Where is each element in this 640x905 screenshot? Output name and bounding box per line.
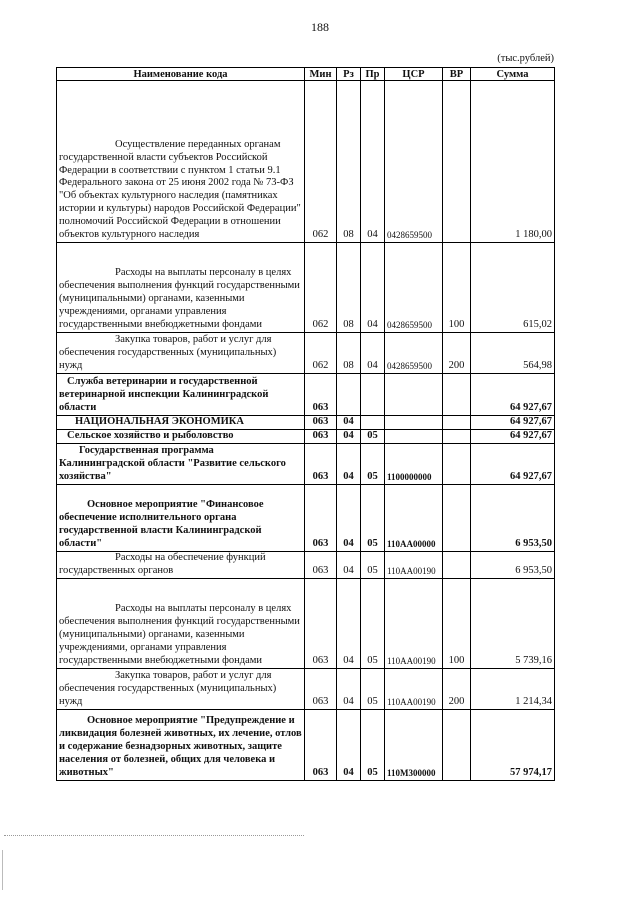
table-row [57, 243, 555, 333]
row-vr: 100 [443, 578, 471, 668]
row-sum: 1 180,00 [471, 81, 555, 243]
row-csr: 110М300000 [385, 709, 443, 780]
row-vr [443, 484, 471, 551]
row-name [57, 551, 305, 578]
row-name [57, 443, 305, 484]
table-row [57, 578, 555, 668]
row-vr [443, 709, 471, 780]
row-csr [385, 429, 443, 443]
row-rz: 08 [337, 333, 361, 374]
row-pr: 04 [361, 243, 385, 333]
row-sum: 1 214,34 [471, 668, 555, 709]
header-rz: Рз [337, 68, 361, 81]
row-name-rest: государственной власти субъектов Российской Федерации в соответствии с пунктом 1 статьи 9.1 Федерального закона от 25 июня 2002 года № 73-ФЗ "Об объектах культурного наследия (памятниках истории и культуры) народов Российской Федерации" полномочий Российской Федерации в отношении объектов культурного наследия [59, 151, 301, 241]
row-sum: 64 927,67 [471, 374, 555, 416]
row-csr: 0428659500 [385, 243, 443, 333]
row-csr: 110АА00190 [385, 551, 443, 578]
row-name [57, 578, 305, 668]
row-csr: 0428659500 [385, 333, 443, 374]
row-name-rest: "Предупреждение и ликвидация болезней животных, их лечение, отлов и содержание безнадзорных животных, защите населения от болезней, общих для человека и животных" [59, 715, 302, 778]
row-sum: 5 739,16 [471, 578, 555, 668]
row-pr: 05 [361, 429, 385, 443]
row-vr [443, 429, 471, 443]
table-row [57, 429, 555, 443]
row-name-first: Служба ветеринарии и государственной [67, 376, 258, 388]
row-name [57, 374, 305, 416]
scan-artifact-line [4, 835, 304, 839]
row-rz: 04 [337, 416, 361, 430]
header-min: Мин [305, 68, 337, 81]
row-min: 063 [305, 429, 337, 443]
row-pr [361, 416, 385, 430]
row-name-first: Закупка товаров, работ и услуг для [115, 334, 272, 346]
header-vr: ВР [443, 68, 471, 81]
header-row [57, 68, 555, 81]
row-vr [443, 374, 471, 416]
row-vr: 200 [443, 668, 471, 709]
row-vr [443, 551, 471, 578]
row-rz: 04 [337, 551, 361, 578]
row-name-first: Расходы на выплаты персоналу в [115, 603, 264, 615]
row-min: 063 [305, 578, 337, 668]
row-pr: 05 [361, 668, 385, 709]
row-name-rest: целях обеспечения выполнения функций государственными (муниципальными) органами, казенными учреждениями, органами управления государственными внебюджетными фондами [59, 267, 300, 331]
row-name [57, 243, 305, 333]
row-min: 063 [305, 484, 337, 551]
row-rz: 04 [337, 443, 361, 484]
row-sum: 6 953,50 [471, 484, 555, 551]
row-csr: 110АА00190 [385, 578, 443, 668]
row-name [57, 484, 305, 551]
row-vr: 100 [443, 243, 471, 333]
row-min: 063 [305, 374, 337, 416]
row-name [57, 668, 305, 709]
row-pr: 04 [361, 333, 385, 374]
row-min: 062 [305, 81, 337, 243]
budget-table [56, 67, 555, 781]
header-csr: ЦСР [385, 68, 443, 81]
row-name-first: НАЦИОНАЛЬНАЯ ЭКОНОМИКА [75, 416, 244, 427]
row-rz: 04 [337, 429, 361, 443]
units-label: (тыс.рублей) [497, 53, 554, 64]
header-sum: Сумма [471, 68, 555, 81]
row-rz: 04 [337, 709, 361, 780]
row-name-rest: обеспечения государственных (муниципальных) нужд [59, 683, 277, 707]
row-name-rest: государственных органов [59, 564, 174, 576]
row-rz: 08 [337, 243, 361, 333]
row-name [57, 709, 305, 780]
row-sum: 564,98 [471, 333, 555, 374]
row-sum: 64 927,67 [471, 443, 555, 484]
row-min: 063 [305, 668, 337, 709]
row-vr [443, 443, 471, 484]
table-row [57, 333, 555, 374]
row-rz: 08 [337, 81, 361, 243]
row-name-first: Расходы на выплаты персоналу в [115, 267, 264, 279]
row-name [57, 333, 305, 374]
header-pr: Пр [361, 68, 385, 81]
row-csr [385, 416, 443, 430]
row-pr: 05 [361, 484, 385, 551]
row-pr: 05 [361, 578, 385, 668]
row-name [57, 416, 305, 430]
row-csr: 110АА00000 [385, 484, 443, 551]
row-sum: 615,02 [471, 243, 555, 333]
row-name-first: Государственная программа [79, 445, 214, 457]
scan-artifact-mark [2, 850, 3, 890]
row-csr [385, 374, 443, 416]
row-rz: 04 [337, 578, 361, 668]
page-number: 188 [311, 20, 329, 34]
row-min: 062 [305, 333, 337, 374]
row-name [57, 81, 305, 243]
row-min: 062 [305, 243, 337, 333]
row-name-rest: Калининградской области "Развитие сельского хозяйства" [59, 458, 286, 482]
table-row [57, 709, 555, 780]
row-csr: 1100000000 [385, 443, 443, 484]
table-row [57, 443, 555, 484]
row-name-rest: целях обеспечения выполнения функций государственными (муниципальными) органами, казенными учреждениями, органами управления государственными внебюджетными фондами [59, 603, 300, 666]
row-sum: 57 974,17 [471, 709, 555, 780]
row-sum: 64 927,67 [471, 416, 555, 430]
row-min: 063 [305, 709, 337, 780]
row-sum: 6 953,50 [471, 551, 555, 578]
row-pr: 05 [361, 443, 385, 484]
table-row [57, 484, 555, 551]
row-name-rest: обеспечения государственных (муниципальных) нужд [59, 347, 277, 372]
row-name-first: Сельское хозяйство и рыболовство [67, 429, 234, 441]
row-rz: 04 [337, 668, 361, 709]
row-name-first: Осуществление переданных органам [115, 138, 281, 150]
row-csr: 110АА00190 [385, 668, 443, 709]
table-row [57, 551, 555, 578]
row-vr: 200 [443, 333, 471, 374]
row-min: 063 [305, 443, 337, 484]
row-name-first: Закупка товаров, работ и услуг для [115, 670, 272, 682]
row-min: 063 [305, 416, 337, 430]
row-pr: 05 [361, 551, 385, 578]
row-name-rest: обеспечение исполнительного органа государственной власти Калининградской области" [59, 512, 262, 549]
row-vr [443, 81, 471, 243]
row-name [57, 429, 305, 443]
table-row [57, 416, 555, 430]
row-sum: 64 927,67 [471, 429, 555, 443]
row-min: 063 [305, 551, 337, 578]
table-row [57, 668, 555, 709]
row-name-first: Основное мероприятие "Финансовое [87, 499, 264, 511]
table-row [57, 81, 555, 243]
row-pr: 04 [361, 81, 385, 243]
row-vr [443, 416, 471, 430]
table-row [57, 374, 555, 416]
row-csr: 0428659500 [385, 81, 443, 243]
row-name-first: Основное мероприятие [87, 715, 198, 727]
row-rz: 04 [337, 484, 361, 551]
header-name: Наименование кода [57, 68, 305, 81]
row-pr [361, 374, 385, 416]
row-name-first: Расходы на обеспечение функций [115, 552, 266, 563]
row-pr: 05 [361, 709, 385, 780]
row-rz [337, 374, 361, 416]
row-name-rest: ветеринарной инспекции Калининградской области [59, 389, 269, 414]
